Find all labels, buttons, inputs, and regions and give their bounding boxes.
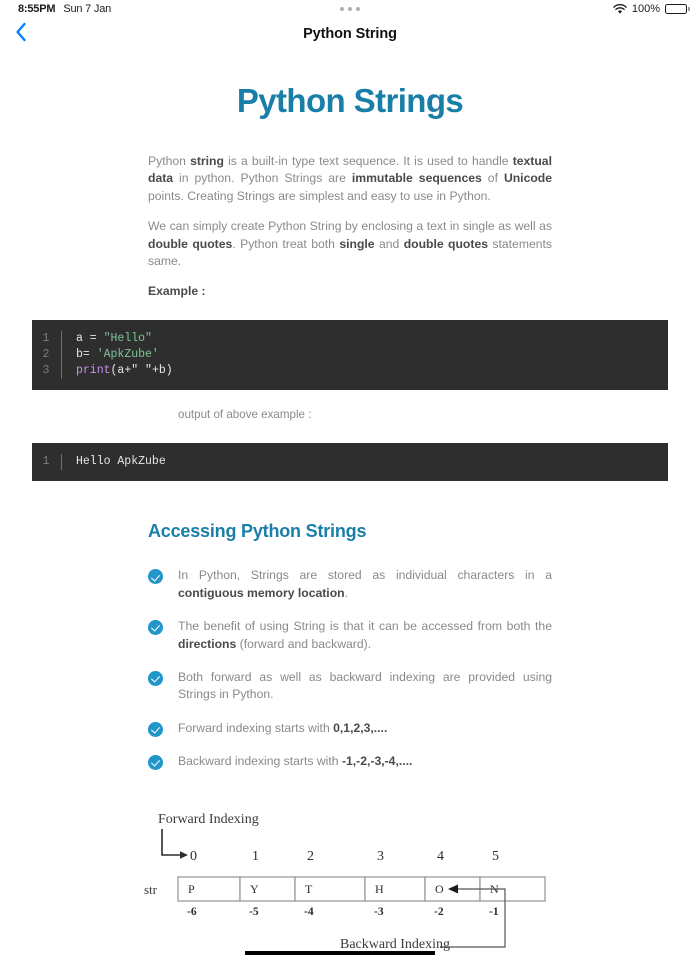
paragraph-1: Python string is a built-in type text sequence. It is used to handle textual data in python. Python Strings are immutable sequences of Unicode points. Creating Strings are simplest and easy to use in Python.	[148, 154, 553, 203]
battery-icon	[665, 4, 690, 14]
checklist-item-text: Forward indexing starts with 0,1,2,3,....	[178, 720, 388, 735]
char-label-T: T	[305, 881, 313, 896]
char-label-N: N	[490, 881, 499, 896]
checklist-item	[148, 720, 552, 737]
code-line-numbers: 1	[32, 454, 62, 470]
chevron-left-icon	[15, 22, 27, 47]
indexing-diagram	[0, 795, 700, 970]
char-label-H: H	[375, 881, 384, 896]
forward-index-3: 3	[377, 848, 384, 864]
code-line-numbers: 1 2 3	[32, 331, 62, 379]
status-time: 8:55PM	[18, 3, 56, 15]
backward-index--6: -6	[187, 905, 197, 918]
page-header-title: Python String	[303, 26, 397, 42]
checklist-item-text: The benefit of using String is that it can be accessed from both the directions (forward and backward).	[178, 619, 552, 651]
char-label-Y: Y	[250, 881, 259, 896]
code-block-output[interactable]	[32, 443, 668, 481]
char-label-O: O	[435, 881, 444, 896]
code-content: Hello ApkZube	[76, 455, 166, 469]
status-bar-left	[18, 3, 111, 15]
intro-paragraphs	[0, 153, 700, 298]
char-box-Y	[240, 877, 295, 901]
backward-index--4: -4	[304, 905, 314, 918]
page-title: Python Strings	[236, 82, 464, 119]
indexing-diagram-svg	[140, 795, 570, 970]
forward-index-0: 0	[190, 848, 197, 864]
code-block-example[interactable]	[32, 320, 668, 390]
backward-index--2: -2	[434, 905, 444, 918]
forward-indexing-label: Forward Indexing	[158, 811, 259, 827]
checklist-item	[148, 618, 552, 653]
char-box-H	[365, 877, 425, 901]
check-circle-icon	[148, 755, 163, 770]
checklist-item-text: Both forward as well as backward indexing are provided using Strings in Python.	[178, 670, 552, 702]
status-bar-right	[613, 3, 690, 15]
backward-index--1: -1	[489, 905, 499, 918]
forward-index-labels	[190, 849, 499, 864]
char-label-P: P	[188, 881, 195, 896]
check-circle-icon	[148, 569, 163, 584]
checklist-item-text: Backward indexing starts with -1,-2,-3,-4,....	[178, 754, 413, 769]
section-heading-accessing: Accessing Python Strings	[148, 521, 367, 542]
article-content	[0, 50, 700, 970]
three-dots-icon	[340, 7, 360, 11]
backward-index-labels	[187, 906, 499, 918]
status-bar	[0, 0, 700, 18]
navigation-bar	[0, 18, 700, 50]
checklist-item-text: In Python, Strings are stored as individual characters in a contiguous memory location.	[178, 568, 552, 600]
forward-index-2: 2	[307, 848, 314, 864]
code-content: a = "Hello" b= 'ApkZube' print(a+" "+b)	[76, 332, 173, 378]
backward-index--5: -5	[249, 905, 259, 918]
forward-index-5: 5	[492, 848, 499, 864]
wifi-icon	[613, 4, 627, 15]
check-circle-icon	[148, 722, 163, 737]
example-label: Example :	[148, 284, 206, 299]
backward-indexing-label: Backward Indexing	[340, 936, 451, 952]
variable-label: str	[144, 881, 157, 897]
check-circle-icon	[148, 620, 163, 635]
back-button[interactable]	[6, 19, 36, 49]
checklist-item	[148, 753, 552, 770]
checklist-item	[148, 669, 552, 704]
check-circle-icon	[148, 671, 163, 686]
forward-index-4: 4	[437, 848, 444, 864]
paragraph-2: We can simply create Python String by enclosing a text in single as well as double quotes. Python treat both single and double quotes statements same.	[148, 219, 553, 269]
backward-index--3: -3	[374, 905, 384, 918]
status-date: Sun 7 Jan	[63, 3, 112, 15]
battery-percent-label: 100%	[631, 3, 660, 15]
checklist	[148, 567, 552, 770]
checklist-item	[148, 567, 552, 602]
forward-index-1: 1	[252, 848, 259, 864]
output-label: output of above example :	[178, 408, 312, 422]
